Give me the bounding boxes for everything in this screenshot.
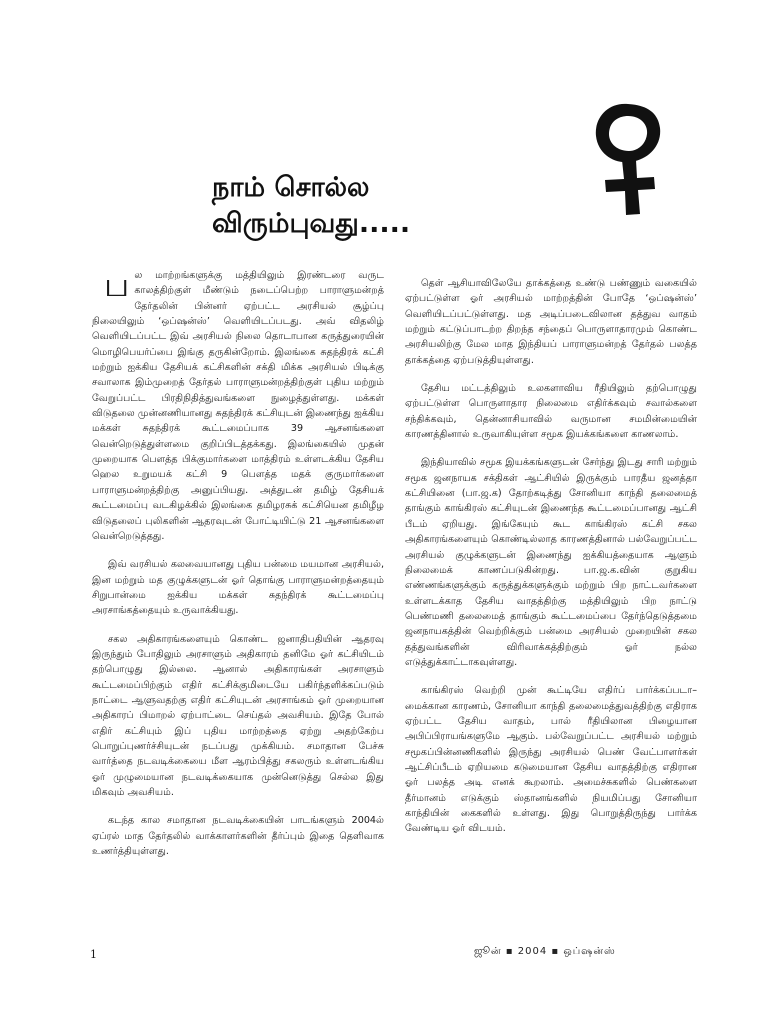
paragraph: காங்கிரஸ் வெற்றி முன் கூட்டியே எதிர்ப் பார்க்கப்படா– மைக்கான காரணம், சோனியா காந்தி தலைமைத்துவத்திற்கு எதிராக ஏற்பட்ட தேசிய வாதம், பால் ரீதியிலான பிழையான அபிப்பிராயங்களுமே ஆகும். பல்வேறுப்பட்ட அரசியல் மற்றும் சமூகப்பின்னணிகளில் இருந்து அரசியல் பெண் வேட்பாளர்கள் ஆட்சிப்பீடம் ஏறியமை கடுமையான தேசிய வாதத்திற்கு எதிரான ஓர் பலத்த அடி எனக் கூறலாம். அமைச்சுகளில் பெண்களை தீர்மானம் எடுக்கும் ஸ்தானங்களில் நியமிப்பது சோனியா காந்தியின் கைகளில் உள்ளது. இது பொறுத்திருந்து பார்க்க வேண்டிய ஓர் விடயம்.	[405, 685, 697, 835]
publication-footer: ஜூன் ▪ 2004 ▪ ஒப்ஷன்ஸ்	[474, 946, 616, 957]
paragraph: சகல அதிகாரங்களையும் கொண்ட ஜனாதிபதியின் ஆதரவு இருந்தும் போதிலும் அரசாளும் அதிகாரம் தனிமே ஓர் கட்சியிடம் தற்பொழுது இல்லை. ஆனால் அதிகாரங்கள் அரசாளும் கூட்டமைப்பிற்கும் எதிர் கட்சிக்குமிடையே பகிர்ந்தளிக்கப்படும் நாட்டை ஆளுவதற்கு எதிர் கட்சியுடன் அரசாங்கம் ஓர் முறையான அதிகாரப் பிமாறல் ஏற்பாட்டை செய்தல் அவசியம். இதே போல் எதிர் கட்சியும் இப் புதிய மாற்றத்தை ஏற்று அதற்கேற்ப பொறுப்புணர்ச்சியுடன் நடப்பது முக்கியம். சமாதான பேச்சு வார்த்தை நடவடிக்கையை மீள ஆரம்பித்து சகலரும் உள்ளடங்கிய ஓர் முழுமையான நடவடிக்கையாக முன்னெடுத்து செல்ல இது மிகவும் அவசியம்.	[92, 633, 384, 798]
paragraph: இவ் வரசியல் கலவையானது புதிய பன்மை மயமான அரசியல், இன மற்றும் மத குழுக்களுடன் ஓர் தொங்கு பாராளுமன்றத்தையும் சிறுபான்மை ஐக்கிய மக்கள் சுதந்திரக் கூட்டமைப்பு அரசாங்கத்தையும் உருவாக்கியது.	[92, 559, 384, 617]
paragraph: கடந்த கால சமாதான நடவடிக்கையின் பாடங்களும் 2004ல் ஏப்ரல் மாத தேர்தலில் வாக்காளர்களின் தீர்ப்பும் இதை தெளிவாக உணர்த்தியுள்ளது.	[92, 815, 384, 858]
paragraph: தேசிய மட்டத்திலும் உலகளாவிய ரீதியிலும் தற்பொழுது ஏற்பட்டுள்ள பொருளாதார நிலைமை எதிர்க்கவும் சவால்களை சந்திக்கவும், தென்னாசியாவில் வருமான சமமின்மையின் காரணத்தினால் உருவாகியுள்ள சமூக இயக்கங்களை காணலாம்.	[405, 383, 697, 441]
article-title	[212, 170, 410, 242]
paragraph	[92, 265, 384, 544]
female-symbol-icon	[584, 96, 674, 218]
left-column	[92, 265, 384, 872]
title-line-1: நாம் சொல்ல	[212, 172, 370, 203]
paragraph-text: ல மாற்றங்களுக்கு மத்தியிலும் இரண்டரை வருட காலத்திற்குள் மீண்டும் நடைப்பெற்ற பாராளுமன்றத் தேர்தலின் பின்னர் ஏற்பட்ட அரசியல் சூழ்ப்பு நிலையிலும் ‘ஒப்ஷன்ஸ்’ வெளியிடப்படது. அவ் விதலிழ் வெளியிடப்பட்ட இவ் அரசியல் நிலை தொடாபான கருத்துரையின் மொழிபெயர்ப்பை இங்கு தருகின்றோம். இலங்கை சுதந்திரக் கட்சி மற்றும் ஐக்கிய தேசியக் கட்சிகளின் சக்தி மிக்க அரசியல் பிடிக்கு சவாலாக இம்முறைத் தேர்தல் பாராளுமன்றத்திற்குள் புதிய மற்றும் வேறுப்பட்ட பிரதிநிதித்துவங்களை நுழைத்துள்ளது. மக்கள் விடுதலை முன்னணியானது சுதந்திரக் கட்சியுடன் இணைந்து ஐக்கிய மக்கள் சுதந்திரக் கூட்டமைப்பாக 39 ஆசனங்களை வென்றெடுத்துள்ளமை குறிப்பிடத்தக்கது. இலங்கையில் முதன் முறையாக பௌத்த பிக்குமார்களை மாத்திரம் உள்ளடக்கிய தேசிய ஹெல உறுமயக் கட்சி 9 பௌத்த மதக் குருமார்களை பாராளுமன்றத்திற்கு அனுப்பியது. அத்துடன் தமிழ் தேசியக் கூட்டமைப்பு வடகிழக்கில் இலங்கை தமிழரசுக் கட்சியென தமிழீழ விடுதலைப் புலிகளின் ஆதரவுடன் போட்டியிட்டு 21 ஆசனங்களை வென்றெடுத்தது.	[92, 270, 384, 542]
drop-cap: ப	[104, 265, 130, 305]
right-column	[405, 276, 697, 850]
page-number: 1	[90, 948, 97, 961]
paragraph: இந்தியாவில் சமூக இயக்கங்களுடன் சேர்ந்து இடது சாரி மற்றும் சமூக ஜனநாயக சக்திகள் ஆட்சியில் இருக்கும் பாரதீய ஜனத்தா கட்சியினை (பா.ஜ.க) தோற்கடித்து சோனியா காந்தி தலைமைத் தாங்கும் காங்கிரஸ் கட்சியுடன் இணைந்த கூட்டமைப்பானது ஆட்சி பீடம் ஏறியது. இங்கேயும் கூட காங்கிரஸ் கட்சி சகல அதிகாரங்களையும் கொண்டில்லாத காரணத்தினால் பல்வேறுப்பட்ட அரசியல் குழுக்களுடன் இணைந்து ஐக்கியத்தையாக ஆளும் நிலைமைக் காணப்படுகின்றது. பா.ஜ.க.வின் குறுகிய எண்ணங்களுக்கும் கருத்துக்களுக்கும் மற்றும் பிற நாட்டவர்களை உள்ளடக்காத தேசிய வாதத்திற்கு மத்தியிலும் பிற நாட்டு பெண்மணி தலைமைத் தாங்கும் கூட்டமைப்பை தேர்ந்தெடுத்தமை ஜனநாயகத்தின் வெற்றிக்கும் பன்மை அரசியல் முறையின் சகல தத்துவங்களின் விரிவாக்கத்திற்கும் ஓர் நல்ல எடுத்துக்காட்டாகவுள்ளது.	[405, 457, 697, 668]
title-line-2: விரும்புவது.....	[212, 208, 411, 239]
paragraph: தெள் ஆசியாவிலேயே தாக்கத்தை உண்டு பண்ணும் வகையில் ஏற்பட்டுள்ள ஓர் அரசியல் மாற்றத்தின் போதே ‘ஒப்ஷன்ஸ்’ வெளியிடப்பட்டுள்ளது. மத அடிப்படைவிலான தத்துவ வாதம் மற்றும் கட்டுப்பாடற்ற திறந்த சந்தைப் பொருளாதாரமும் கொண்ட அரசியலிற்கு மேல மாத இந்தியப் பாராளுமன்றத் தேர்தல் பலத்த தாக்கத்தை ஏற்படுத்தியுள்ளது.	[405, 278, 697, 366]
